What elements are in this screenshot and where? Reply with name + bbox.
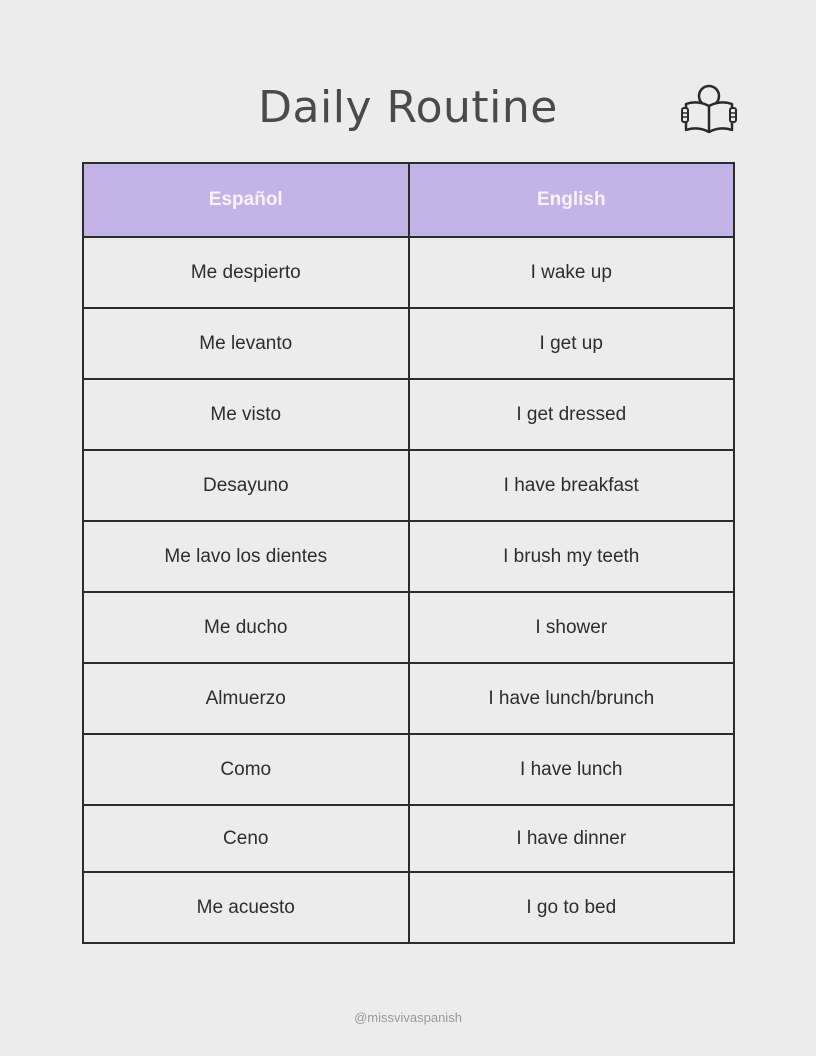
english-cell: I have breakfast — [409, 450, 735, 521]
table-row — [83, 734, 734, 805]
spanish-cell: Me levanto — [83, 308, 409, 379]
english-cell: I shower — [409, 592, 735, 663]
table-row — [83, 592, 734, 663]
header-spanish: Español — [83, 163, 409, 237]
spanish-cell: Me despierto — [83, 237, 409, 308]
english-cell: I brush my teeth — [409, 521, 735, 592]
spanish-cell: Ceno — [83, 805, 409, 872]
table-row — [83, 450, 734, 521]
english-cell: I have lunch/brunch — [409, 663, 735, 734]
english-cell: I get dressed — [409, 379, 735, 450]
reading-book-icon — [680, 82, 738, 138]
spanish-cell: Desayuno — [83, 450, 409, 521]
spanish-cell: Como — [83, 734, 409, 805]
table-row — [83, 379, 734, 450]
spanish-cell: Almuerzo — [83, 663, 409, 734]
table-row — [83, 308, 734, 379]
table-row — [83, 663, 734, 734]
table-row — [83, 805, 734, 872]
english-cell: I have dinner — [409, 805, 735, 872]
spanish-cell: Me visto — [83, 379, 409, 450]
page-title: Daily Routine — [258, 82, 558, 133]
table-header-row — [83, 163, 734, 237]
footer-credit: @missvivaspanish — [354, 1010, 462, 1025]
vocabulary-table — [82, 162, 735, 944]
english-cell: I wake up — [409, 237, 735, 308]
english-cell: I have lunch — [409, 734, 735, 805]
spanish-cell: Me lavo los dientes — [83, 521, 409, 592]
table-row — [83, 872, 734, 943]
header-english: English — [409, 163, 735, 237]
spanish-cell: Me acuesto — [83, 872, 409, 943]
english-cell: I go to bed — [409, 872, 735, 943]
table-row — [83, 237, 734, 308]
english-cell: I get up — [409, 308, 735, 379]
spanish-cell: Me ducho — [83, 592, 409, 663]
table-row — [83, 521, 734, 592]
